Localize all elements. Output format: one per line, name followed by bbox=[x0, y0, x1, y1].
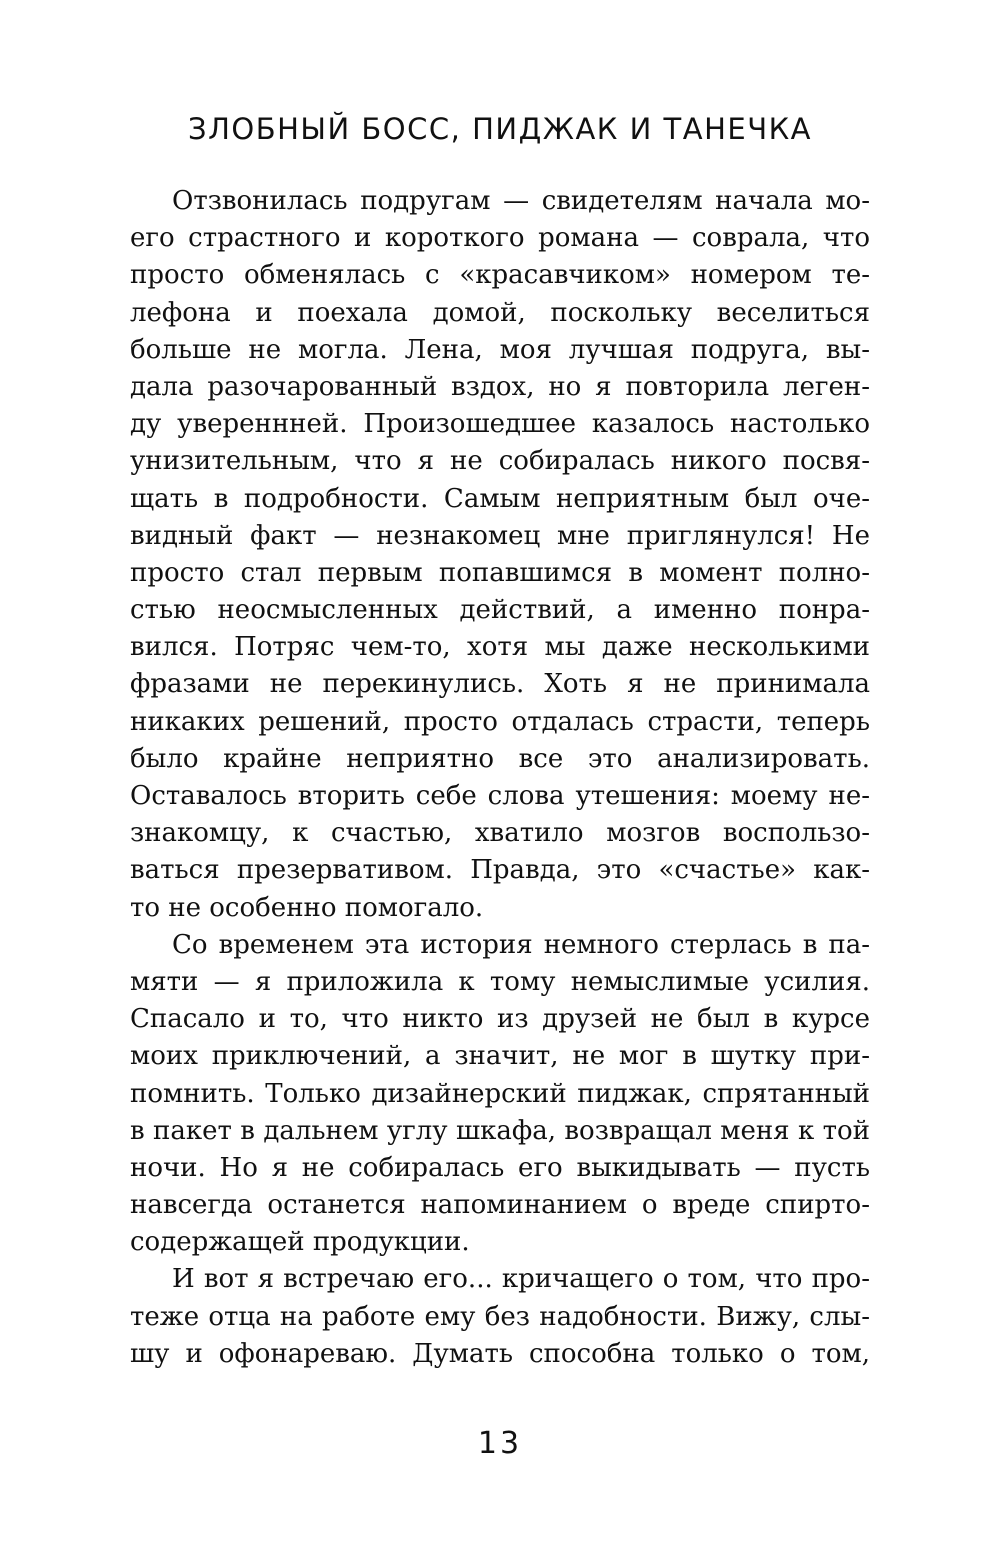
text-line: ду увереннней. Произошедшее казалось настолько bbox=[130, 409, 870, 440]
text-line: вился. Потряс чем-то, хотя мы даже несколькими bbox=[130, 632, 870, 663]
text-line: Отзвонилась подругам — свидетелям начала мо- bbox=[172, 186, 870, 216]
body-text bbox=[130, 183, 870, 1373]
text-line: Оставалось вторить себе слова утешения: моему не- bbox=[130, 781, 870, 811]
text-line: моих приключений, а значит, не мог в шутку при- bbox=[130, 1041, 870, 1072]
text-line: видный факт — незнакомец мне приглянулся! Не bbox=[130, 520, 870, 551]
text-line: теже отца на работе ему без надобности. Вижу, слы- bbox=[130, 1301, 870, 1332]
text-line: Спасало и то, что никто из друзей не был в курсе bbox=[130, 1004, 870, 1035]
paragraph bbox=[130, 183, 870, 927]
text-line: лефона и поехала домой, поскольку веселиться bbox=[130, 297, 870, 328]
text-line: больше не могла. Лена, моя лучшая подруга, вы- bbox=[130, 334, 870, 365]
text-line: никаких решений, просто отдалась страсти, теперь bbox=[130, 706, 870, 737]
text-line: шу и офонареваю. Думать способна только о том, bbox=[130, 1338, 870, 1369]
text-line: ваться презервативом. Правда, это «счастье» как- bbox=[130, 855, 870, 886]
running-head: ЗЛОБНЫЙ БОСС, ПИДЖАК И ТАНЕЧКА bbox=[187, 112, 813, 146]
text-line: содержащей продукции. bbox=[130, 1227, 470, 1258]
text-line: просто обменялась с «красавчиком» номером те- bbox=[130, 260, 870, 291]
text-line: его страстного и короткого романа — соврала, что bbox=[130, 223, 870, 254]
text-line: стью неосмысленных действий, а именно понра- bbox=[130, 595, 870, 626]
page-number: 13 bbox=[477, 1426, 523, 1461]
paragraph bbox=[130, 927, 870, 1262]
text-line: помнить. Только дизайнерский пиджак, спрятанный bbox=[130, 1078, 870, 1109]
paragraph bbox=[130, 1261, 870, 1373]
text-line: навсегда останется напоминанием о вреде спирто- bbox=[130, 1190, 870, 1221]
text-line: щать в подробности. Самым неприятным был оче- bbox=[130, 483, 870, 514]
text-line: было крайне неприятно все это анализировать. bbox=[130, 743, 870, 774]
text-line: И вот я встречаю его... кричащего о том, что про- bbox=[172, 1264, 870, 1295]
text-line: то не особенно помогало. bbox=[130, 892, 484, 923]
text-line: в пакет в дальнем углу шкафа, возвращал меня к той bbox=[130, 1115, 870, 1146]
text-line: Со временем эта история немного стерлась в па- bbox=[172, 929, 870, 960]
text-line: дала разочарованный вздох, но я повторила леген- bbox=[130, 371, 870, 402]
text-line: фразами не перекинулись. Хоть я не принимала bbox=[130, 669, 870, 700]
text-line: мяти — я приложила к тому немыслимые усилия. bbox=[130, 966, 870, 997]
text-line: знакомцу, к счастью, хватило мозгов воспользо- bbox=[130, 818, 870, 849]
text-line: просто стал первым попавшимся в момент полно- bbox=[130, 557, 870, 588]
text-line: ночи. Но я не собиралась его выкидывать — пусть bbox=[130, 1152, 870, 1183]
text-line: унизительным, что я не собиралась никого посвя- bbox=[130, 446, 870, 477]
